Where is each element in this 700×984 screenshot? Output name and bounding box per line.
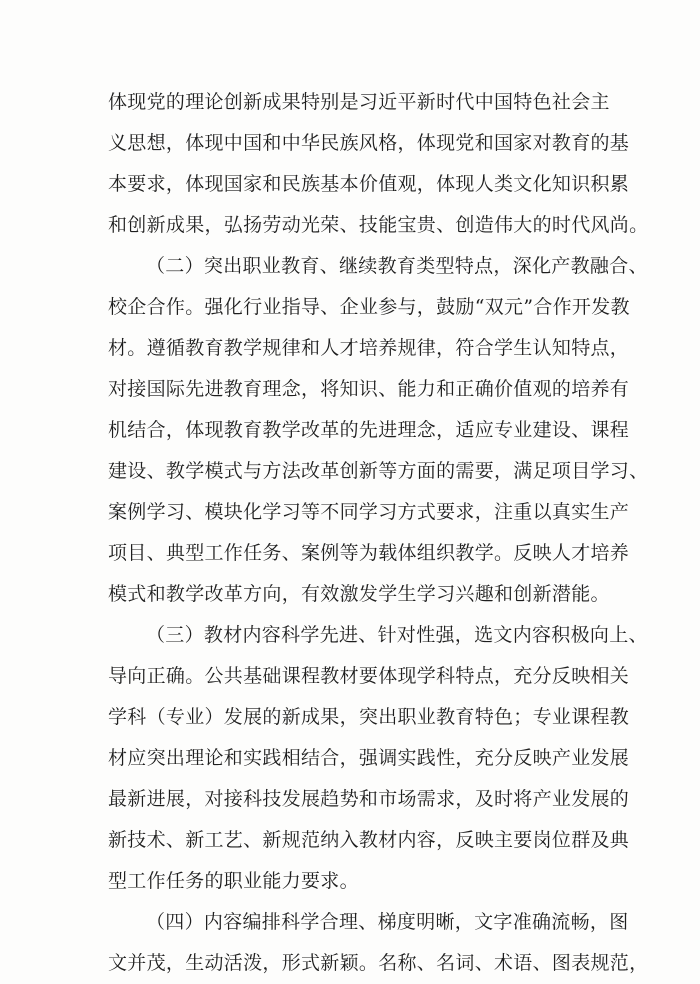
text-line: 本要求，体现国家和民族基本价值观，体现人类文化知识积累 [108,173,630,195]
text-line: 学科（专业）发展的新成果，突出职业教育特色；专业课程教 [108,706,630,728]
text-line: 校企合作。强化行业指导、企业参与，鼓励“双元”合作开发教 [108,296,630,318]
text-line: 文并茂，生动活泼，形式新颖。名称、名词、术语、图表规范， [108,952,649,974]
text-line: 机结合，体现教育教学改革的先进理念，适应专业建设、课程 [108,419,630,441]
text-line: 材。遵循教育教学规律和人才培养规律，符合学生认知特点， [108,337,630,359]
text-line: 型工作任务的职业能力要求。 [108,870,359,892]
text-line: 模式和教学改革方向，有效激发学生学习兴趣和创新潜能。 [108,583,610,605]
text-line: 导向正确。公共基础课程教材要体现学科特点，充分反映相关 [108,665,630,687]
text-line: 新技术、新工艺、新规范纳入教材内容，反映主要岗位群及典 [108,829,630,851]
text-line: 建设、教学模式与方法改革创新等方面的需要，满足项目学习、 [108,460,649,482]
text-line: 义思想，体现中国和中华民族风格，体现党和国家对教育的基 [108,132,630,154]
paragraph-heading-line: （三）教材内容科学先进、针对性强，选文内容积极向上、 [146,624,648,646]
text-line: 和创新成果，弘扬劳动光荣、技能宝贵、创造伟大的时代风尚。 [108,214,649,236]
text-line: 项目、典型工作任务、案例等为载体组织教学。反映人才培养 [108,542,630,564]
text-line: 案例学习、模块化学习等不同学习方式要求，注重以真实生产 [108,501,630,523]
text-line: 最新进展，对接科技发展趋势和市场需求，及时将产业发展的 [108,788,630,810]
paragraph-heading-line: （二）突出职业教育、继续教育类型特点，深化产教融合、 [146,255,648,277]
text-line: 对接国际先进教育理念，将知识、能力和正确价值观的培养有 [108,378,630,400]
paragraph-heading-line: （四）内容编排科学合理、梯度明晰，文字准确流畅，图 [146,911,629,933]
text-line: 体现党的理论创新成果特别是习近平新时代中国特色社会主 [108,91,610,113]
text-line: 材应突出理论和实践相结合，强调实践性，充分反映产业发展 [108,747,630,769]
